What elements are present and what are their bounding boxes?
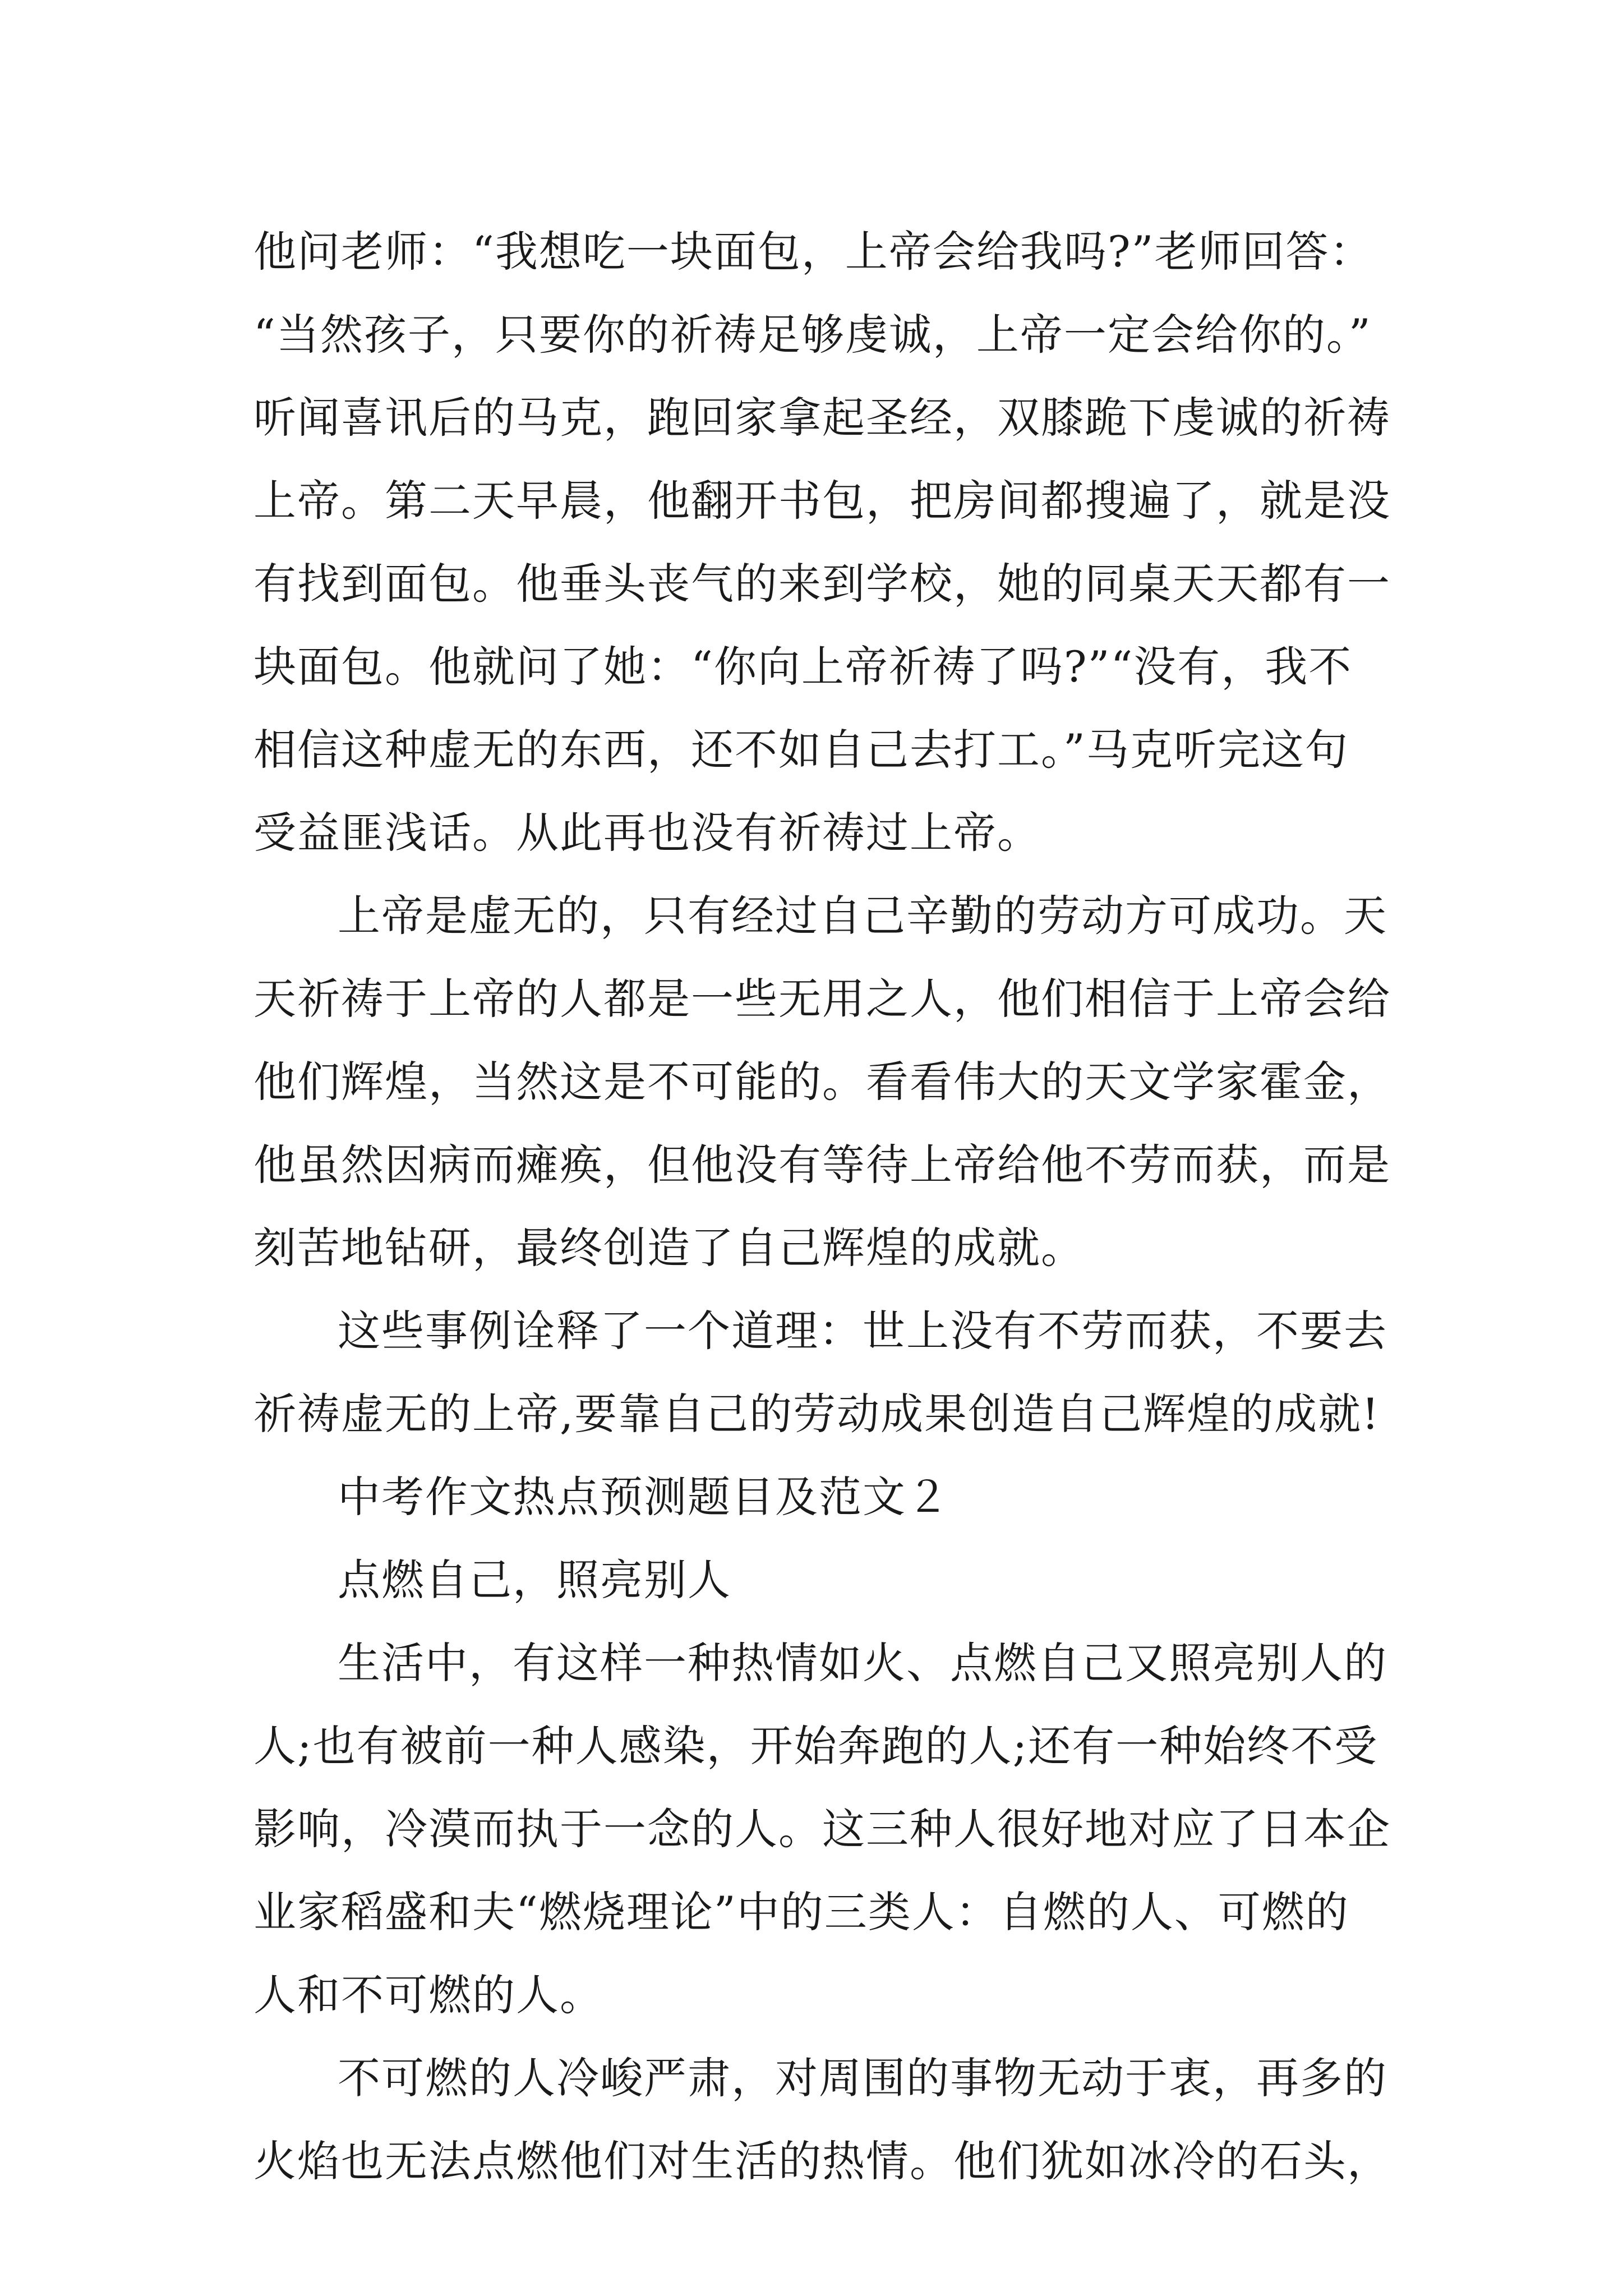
text-line: 他问老师：“我想吃一块面包，上帝会给我吗?”老师回答：: [253, 227, 1373, 277]
text-line: 人;也有被前一种人感染，开始奔跑的人;还有一种始终不受: [253, 1721, 1378, 1771]
text-line: 天祈祷于上帝的人都是一些无用之人，他们相信于上帝会给: [253, 974, 1391, 1024]
text-line: 相信这种虚无的东西，还不如自己去打工。”马克听完这句: [253, 725, 1349, 775]
text-line: 上帝是虚无的，只有经过自己辛勤的劳动方可成功。天: [338, 891, 1387, 941]
text-line: 影响，冷漠而执于一念的人。这三种人很好地对应了日本企: [253, 1804, 1391, 1854]
text-line: 人和不可燃的人。: [253, 1970, 603, 2020]
text-line: 受益匪浅话。从此再也没有祈祷过上帝。: [253, 808, 1041, 858]
text-line: 火焰也无法点燃他们对生活的热情。他们犹如冰冷的石头，: [253, 2136, 1391, 2186]
text-line: 刻苦地钻研，最终创造了自己辉煌的成就。: [253, 1223, 1085, 1273]
text-line: 不可燃的人冷峻严肃，对周围的事物无动于衷，再多的: [338, 2053, 1387, 2103]
text-line: 中考作文热点预测题目及范文２: [338, 1472, 950, 1522]
text-line: 有找到面包。他垂头丧气的来到学校，她的同桌天天都有一: [253, 559, 1391, 609]
text-line: 点燃自己，照亮别人: [338, 1555, 731, 1605]
text-line: 听闻喜讯后的马克，跑回家拿起圣经，双膝跪下虔诚的祈祷: [253, 393, 1391, 443]
text-line: 这些事例诠释了一个道理：世上没有不劳而获，不要去: [338, 1306, 1387, 1356]
text-line: 上帝。第二天早晨，他翻开书包，把房间都搜遍了，就是没: [253, 476, 1391, 526]
text-line: 他们辉煌，当然这是不可能的。看看伟大的天文学家霍金，: [253, 1057, 1391, 1107]
text-line: 生活中，有这样一种热情如火、点燃自己又照亮别人的: [338, 1638, 1387, 1688]
text-line: 块面包。他就问了她：“你向上帝祈祷了吗?”“没有，我不: [253, 642, 1353, 692]
text-line: 业家稻盛和夫“燃烧理论”中的三类人：自燃的人、可燃的: [253, 1887, 1349, 1937]
text-line: 他虽然因病而瘫痪，但他没有等待上帝给他不劳而获，而是: [253, 1140, 1391, 1190]
document-page: [253, 210, 1391, 2203]
text-line: “当然孩子，只要你的祈祷足够虔诚，上帝一定会给你的。”: [253, 310, 1372, 360]
text-line: 祈祷虚无的上帝,要靠自己的劳动成果创造自己辉煌的成就!: [253, 1389, 1380, 1439]
